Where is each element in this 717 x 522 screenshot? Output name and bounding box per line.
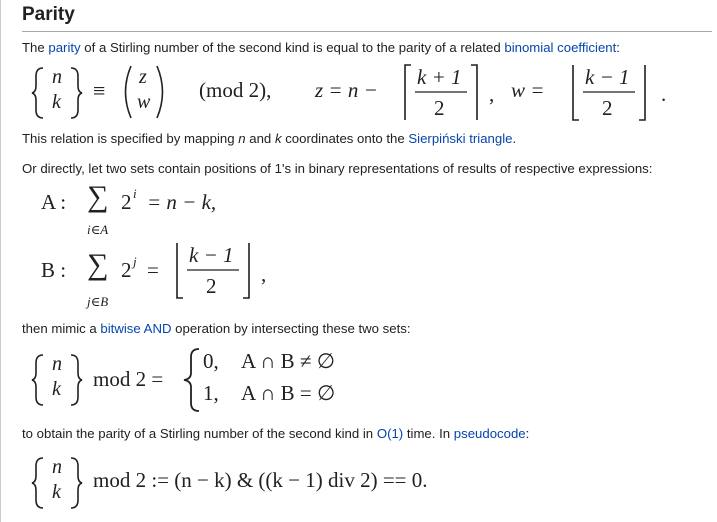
paragraph-intro xyxy=(22,40,620,55)
text: and xyxy=(245,131,275,146)
set-a-equation xyxy=(41,180,341,240)
binomial-coefficient-link[interactable]: binomial coefficient xyxy=(504,40,617,55)
stirling-n: n xyxy=(52,456,62,478)
set-a-rhs: = n − k, xyxy=(147,190,217,214)
text: to obtain the parity of a Stirling number of the second kind in xyxy=(22,426,377,441)
parity-equation xyxy=(31,62,711,124)
text: coordinates onto the xyxy=(281,131,409,146)
equals: = xyxy=(147,258,159,282)
text: . xyxy=(512,131,517,146)
denominator-2: 2 xyxy=(602,96,613,120)
exponent-i: i xyxy=(133,186,137,201)
big-o-link[interactable]: O(1) xyxy=(376,426,404,441)
mod-2: (mod 2), xyxy=(199,78,272,102)
sum-index-b: j∈B xyxy=(87,294,109,309)
var-n: n xyxy=(238,131,246,146)
text: time. In xyxy=(403,426,454,441)
comma: , xyxy=(489,82,495,106)
stirling-k: k xyxy=(52,481,61,503)
power-base: 2 xyxy=(121,258,132,282)
case-2-condition: A ∩ B = ∅ xyxy=(241,381,336,405)
power-base: 2 xyxy=(121,190,132,214)
binomial-z: z xyxy=(139,66,147,88)
case-1-condition: A ∩ B ≠ ∅ xyxy=(241,349,335,373)
var-k: k xyxy=(274,131,282,146)
text: then mimic a xyxy=(22,321,101,336)
cases-brace xyxy=(181,347,203,413)
denominator-2: 2 xyxy=(434,96,445,120)
text: of a Stirling number of the second kind is equal to the parity of a related xyxy=(80,40,505,55)
k-minus-1: k − 1 xyxy=(585,65,630,89)
k-minus-1: k − 1 xyxy=(189,243,234,267)
set-b-label: B : xyxy=(41,258,67,282)
bitwise-and-link[interactable]: bitwise AND xyxy=(100,321,172,336)
stirling-n: n xyxy=(52,353,62,375)
stirling-n: n xyxy=(52,66,62,88)
paragraph-sierpinski xyxy=(22,131,516,146)
pseudocode-expression: mod 2 := (n − k) & ((k − 1) div 2) == 0. xyxy=(93,468,428,492)
k-plus-1: k + 1 xyxy=(417,65,462,89)
parity-link[interactable]: parity xyxy=(48,40,81,55)
set-b-equation xyxy=(41,240,341,312)
text: This relation is specified by mapping xyxy=(22,131,239,146)
equiv-symbol: ≡ xyxy=(93,78,106,103)
paragraph-bitwise-and xyxy=(22,321,411,336)
section-divider xyxy=(22,31,712,32)
stirling-k: k xyxy=(52,378,61,400)
w-definition: w = xyxy=(511,78,545,102)
comma: , xyxy=(261,262,267,286)
z-definition: z = n − xyxy=(315,78,378,102)
text: operation by intersecting these two sets: xyxy=(171,321,411,336)
text: : xyxy=(525,426,530,441)
pseudocode-link[interactable]: pseudocode xyxy=(453,426,526,441)
denominator-2: 2 xyxy=(206,274,217,298)
paragraph-pseudocode xyxy=(22,426,529,441)
case-2-value: 1, xyxy=(203,381,219,405)
pseudocode-equation xyxy=(31,452,631,516)
stirling-k: k xyxy=(52,91,61,113)
text: The xyxy=(22,40,49,55)
exponent-j: j xyxy=(133,254,137,269)
section-title: Parity xyxy=(22,4,75,25)
text: : xyxy=(616,40,620,55)
paragraph-binary-sets: Or directly, let two sets contain positions of 1's in binary representations of results of respective expressions: xyxy=(22,161,653,176)
mod-2-equals: mod 2 = xyxy=(93,367,164,391)
sierpinski-triangle-link[interactable]: Sierpiński triangle xyxy=(408,131,513,146)
set-a-label: A : xyxy=(41,190,67,214)
case-1-value: 0, xyxy=(203,349,219,373)
sum-symbol: ∑ xyxy=(87,180,109,213)
binomial-w: w xyxy=(137,91,151,113)
sum-index-a: i∈A xyxy=(87,222,109,237)
cases-equation xyxy=(31,345,431,415)
sum-symbol: ∑ xyxy=(87,248,109,281)
period: . xyxy=(661,82,667,106)
